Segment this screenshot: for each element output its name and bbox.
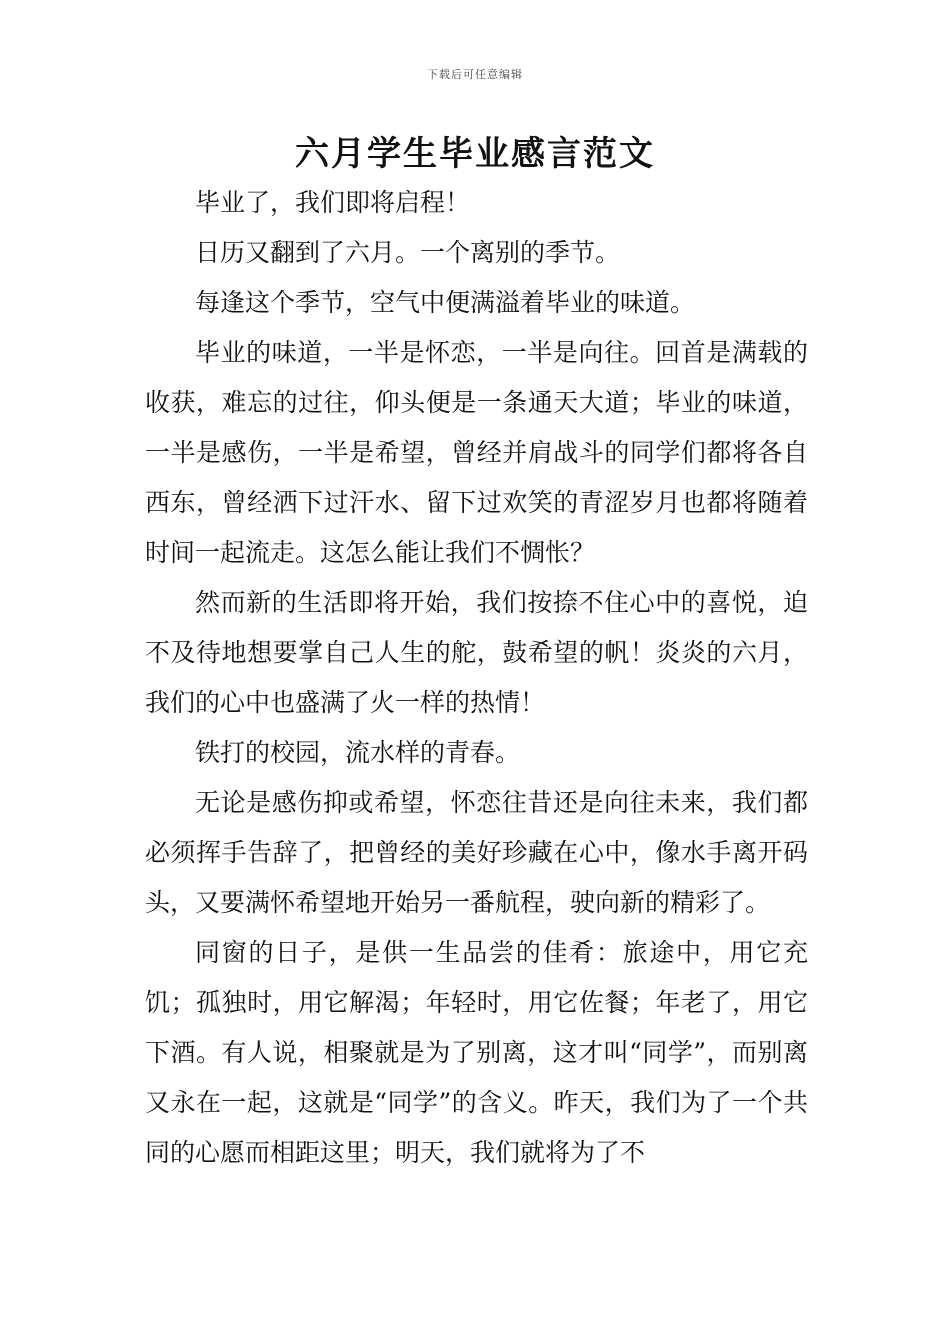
header-note: 下载后可任意编辑 bbox=[427, 68, 523, 81]
paragraph: 然而新的生活即将开始，我们按捺不住心中的喜悦，迫不及待地想要掌自己人生的舵，鼓希望的帆！炎炎的六月，我们的心中也盛满了火一样的热情！ bbox=[145, 588, 808, 717]
paragraph: 无论是感伤抑或希望，怀恋往昔还是向往未来，我们都必须挥手告辞了，把曾经的美好珍藏在心中，像水手离开码头，又要满怀希望地开始另一番航程，驶向新的精彩了。 bbox=[145, 788, 808, 917]
paragraph: 日历又翻到了六月。一个离别的季节。 bbox=[195, 238, 621, 267]
paragraph: 毕业了，我们即将启程！ bbox=[195, 188, 471, 217]
paragraph: 铁打的校园，流水样的青春。 bbox=[195, 738, 521, 767]
document-title: 六月学生毕业感言范文 bbox=[295, 134, 655, 174]
paragraph: 每逢这个季节，空气中便满溢着毕业的味道。 bbox=[195, 288, 696, 317]
paragraph: 毕业的味道，一半是怀恋，一半是向往。回首是满载的收获，难忘的过往，仰头便是一条通天大道；毕业的味道，一半是感伤，一半是希望，曾经并肩战斗的同学们都将各自西东，曾经洒下过汗水、留下过欢笑的青涩岁月也都将随着时间一起流走。这怎么能让我们不惆怅？ bbox=[145, 338, 808, 567]
paragraph: 同窗的日子，是供一生品尝的佳肴：旅途中，用它充饥；孤独时，用它解渴；年轻时，用它佐餐；年老了，用它下酒。有人说，相聚就是为了别离，这才叫“同学”，而别离又永在一起，这就是“同学”的含义。昨天，我们为了一个共同的心愿而相距这里；明天，我们就将为了不 bbox=[145, 938, 808, 1167]
document-body bbox=[145, 178, 808, 1178]
